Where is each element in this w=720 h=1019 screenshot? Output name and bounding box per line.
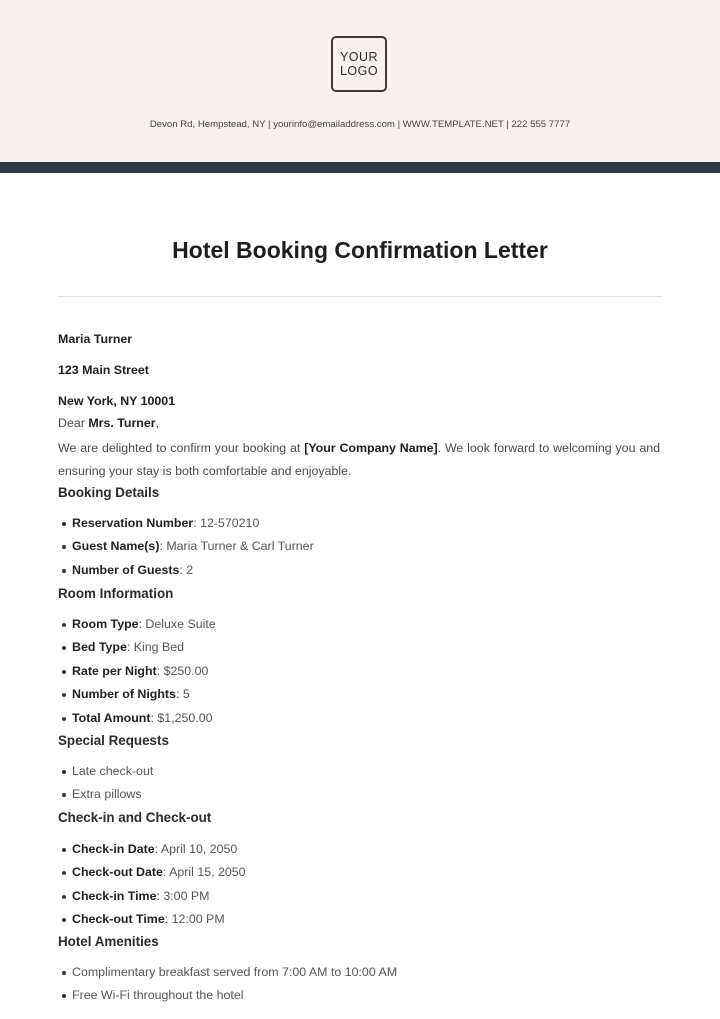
list-item: Late check-out xyxy=(58,760,153,783)
check-in-out-heading: Check-in and Check-out xyxy=(58,810,212,825)
item-value: : 5 xyxy=(175,687,190,702)
list-item xyxy=(58,908,246,931)
list-item xyxy=(58,707,216,730)
item-key: Number of Nights xyxy=(72,687,176,702)
special-requests-list xyxy=(58,760,153,807)
list-item xyxy=(58,660,216,683)
item-value: : 12-570210 xyxy=(193,516,260,530)
salutation-prefix: Dear xyxy=(58,416,89,430)
intro-paragraph xyxy=(58,437,660,483)
list-item xyxy=(58,838,246,861)
recipient-name: Maria Turner xyxy=(58,332,133,346)
contact-info: Devon Rd, Hempstead, NY | yourinfo@emailaddress.com | WWW.TEMPLATE.NET | 222 555 7777 xyxy=(149,119,571,130)
item-key: Rate per Night xyxy=(72,663,157,678)
item-value: : 2 xyxy=(179,562,194,577)
item-key: Check-out Time xyxy=(72,912,165,927)
header-divider-band xyxy=(0,162,720,173)
item-key: Check-out Date xyxy=(72,865,163,880)
title-divider xyxy=(58,296,662,297)
item-value: : April 10, 2050 xyxy=(154,842,238,856)
list-item xyxy=(58,535,314,558)
salutation-name: Mrs. Turner xyxy=(88,416,156,430)
item-value: : $250.00 xyxy=(156,663,209,678)
list-item: Free Wi-Fi throughout the hotel xyxy=(58,984,397,1007)
list-item: Extra pillows xyxy=(58,783,153,806)
salutation-suffix: , xyxy=(155,416,160,430)
item-value: : King Bed xyxy=(126,640,185,655)
hotel-amenities-list xyxy=(58,961,397,1008)
intro-before: We are delighted to confirm your booking at xyxy=(58,441,305,455)
item-value: : 12:00 PM xyxy=(164,912,225,927)
special-requests-heading: Special Requests xyxy=(58,733,169,748)
letter-title: Hotel Booking Confirmation Letter xyxy=(172,237,548,263)
item-key: Reservation Number xyxy=(72,516,194,530)
item-key: Room Type xyxy=(72,617,139,631)
list-item xyxy=(58,885,246,908)
item-key: Number of Guests xyxy=(72,562,180,577)
room-information-heading: Room Information xyxy=(58,586,174,601)
item-key: Bed Type xyxy=(72,640,127,655)
logo-line-1: YOUR xyxy=(339,50,379,64)
item-key: Guest Name(s) xyxy=(72,539,160,554)
recipient-street: 123 Main Street xyxy=(58,363,149,377)
item-value: : Maria Turner & Carl Turner xyxy=(159,539,314,554)
intro-after: . We look forward to welcoming you and ensuring your stay is both comfortable and enjoyable. xyxy=(58,441,660,478)
company-logo xyxy=(331,36,387,92)
recipient-city: New York, NY 10001 xyxy=(58,394,176,408)
item-key: Check-in Date xyxy=(72,842,155,856)
list-item xyxy=(58,613,216,636)
room-information-list xyxy=(58,613,216,730)
item-value: : $1,250.00 xyxy=(150,710,213,725)
booking-details-list xyxy=(58,512,314,582)
hotel-amenities-heading: Hotel Amenities xyxy=(58,934,159,949)
booking-details-heading: Booking Details xyxy=(58,485,160,500)
list-item xyxy=(58,636,216,659)
intro-company: [Your Company Name] xyxy=(304,441,438,455)
list-item: Complimentary breakfast served from 7:00 AM to 10:00 AM xyxy=(58,961,397,984)
item-key: Total Amount xyxy=(72,710,151,725)
item-value: : Deluxe Suite xyxy=(138,617,216,631)
letterhead xyxy=(0,0,720,162)
salutation xyxy=(58,416,159,430)
item-value: : April 15, 2050 xyxy=(162,865,246,880)
list-item xyxy=(58,683,216,706)
item-key: Check-in Time xyxy=(72,888,157,903)
list-item xyxy=(58,512,314,535)
logo-line-2: LOGO xyxy=(339,64,379,78)
check-in-out-list xyxy=(58,838,246,932)
item-value: : 3:00 PM xyxy=(156,888,210,903)
list-item xyxy=(58,861,246,884)
list-item xyxy=(58,559,314,582)
